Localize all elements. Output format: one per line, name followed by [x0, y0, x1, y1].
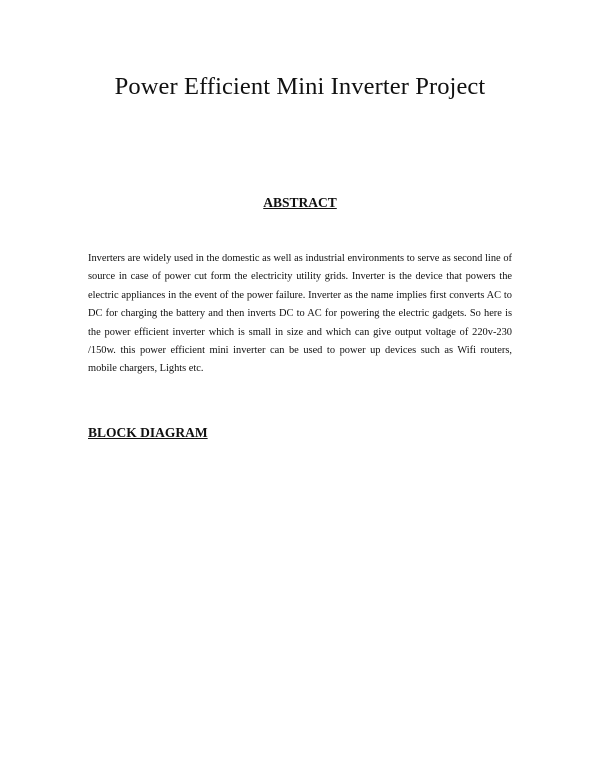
abstract-paragraph: Inverters are widely used in the domestic as well as industrial environments to serve as second line of source in case of power cut form the electricity utility grids. Inverter is the device that powers the electric appliances in the event of the power failure. Inverter as the name implies first converts AC to DC for charging the battery and then inverts DC to AC for powering the electric gadgets. So here is the power efficient inverter which is small in size and which can give output voltage of 220v-230 /150w. this power efficient mini inverter can be used to power up devices such as Wifi routers, mobile chargers, Lights etc.	[88, 253, 512, 375]
block-diagram-heading: BLOCK DIAGRAM	[88, 425, 208, 440]
abstract-heading: ABSTRACT	[263, 195, 337, 210]
document-title: Power Efficient Mini Inverter Project	[114, 73, 486, 100]
